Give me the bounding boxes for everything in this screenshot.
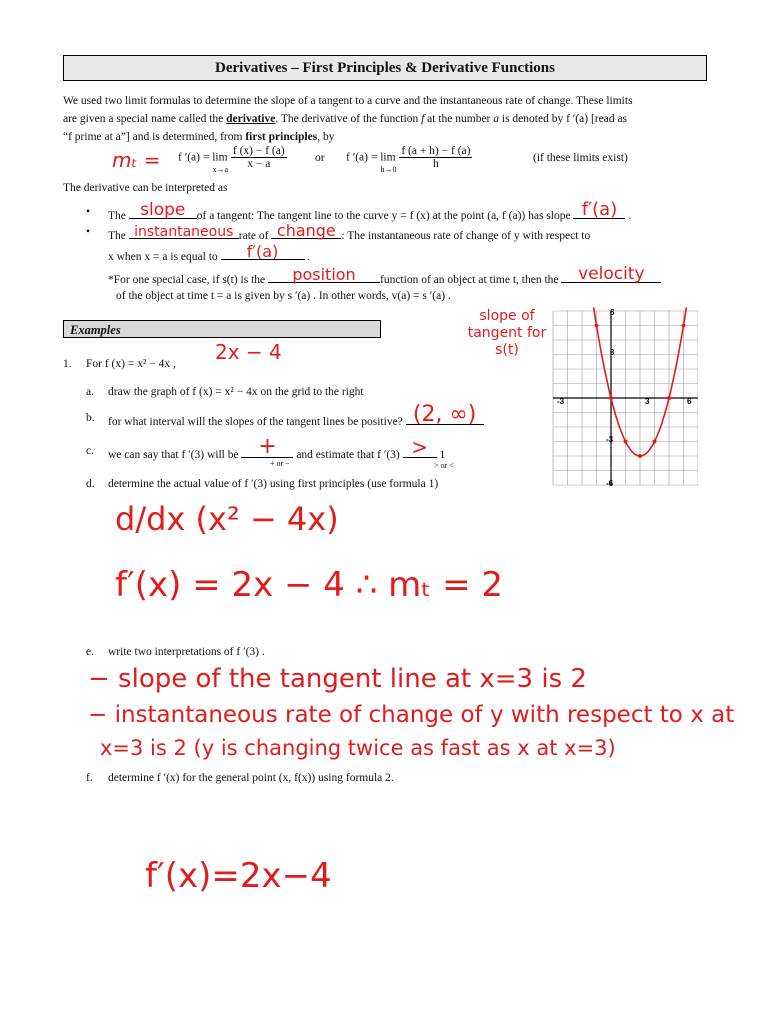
plotted-point xyxy=(653,440,657,444)
part-d: determine the actual value of f ′(3) using first principles (use formula 1) xyxy=(108,478,439,490)
intro-text: is denoted by f ′(a) [read as xyxy=(499,113,628,125)
hw-answer-derivative: 2x − 4 xyxy=(215,340,282,364)
intro-text: a xyxy=(493,113,500,125)
hw-position: position xyxy=(292,265,356,284)
bullet-2-cont: x when x = a is equal to f′(a) . xyxy=(108,242,311,263)
blank-sign xyxy=(241,434,293,459)
plotted-point xyxy=(682,324,686,328)
hint-gt-lt: > or < xyxy=(434,461,454,470)
formula-note: (if these limits exist) xyxy=(533,152,628,164)
tick-y-minus-3: -3 xyxy=(606,435,614,444)
blank-change xyxy=(271,221,341,240)
part-e: write two interpretations of f ′(3) . xyxy=(108,646,265,658)
hw-f-answer: f′(x)=2x−4 xyxy=(145,856,332,896)
hw-note-line: s(t) xyxy=(495,342,519,358)
formula-1 xyxy=(178,140,287,175)
bullet-text: The xyxy=(108,230,126,242)
tick-x-minus-3: -3 xyxy=(557,397,565,406)
intro-text: , by xyxy=(317,131,335,143)
bullet-dot: • xyxy=(86,226,91,238)
part-c-text: we can say that f ′(3) will be xyxy=(108,449,239,461)
derivative-term: derivative xyxy=(226,113,276,125)
bullet-1: The slope of a tangent: The tangent line to the curve y = f (x) at the point (a, f (a)) has slope f′(a) . xyxy=(108,199,632,222)
page-title: Derivatives – First Principles & Derivative Functions xyxy=(63,55,707,81)
fraction-den: x − a xyxy=(247,158,271,170)
intro-text: f xyxy=(421,113,425,125)
plotted-point xyxy=(595,324,599,328)
formula-or: or xyxy=(315,152,325,164)
hw-change: change xyxy=(276,221,336,240)
bullet-text: : The instantaneous rate of change of y with respect to xyxy=(341,230,591,242)
hw-interval: (2, ∞) xyxy=(412,402,477,427)
hw-fprime-a: f′(a) xyxy=(581,199,618,220)
fraction-num: f (x) − f (a) xyxy=(232,145,285,157)
intro-line-1: We used two limit formulas to determine the slope of a tangent to a curve and the instantaneous rate of change. These limits xyxy=(63,95,633,107)
hw-fprime-a-2: f′(a) xyxy=(246,242,279,261)
blank-fprime xyxy=(573,199,625,220)
hw-side-note xyxy=(462,308,552,359)
intro-paragraph xyxy=(63,92,708,146)
tick-y-3: 3 xyxy=(610,348,615,357)
hw-e-line-2: − instantaneous rate of change of y with respect to x at xyxy=(88,702,735,728)
first-principles-term: first principles xyxy=(245,131,318,143)
intro-text: at the number xyxy=(424,113,494,125)
hw-mt: mₜ = xyxy=(112,148,161,172)
tick-x-3: 3 xyxy=(645,397,650,406)
limit-sub: x→a xyxy=(212,165,228,174)
label-a: a. xyxy=(86,386,94,398)
hw-note-line: slope of xyxy=(479,308,535,324)
tick-y-6: 6 xyxy=(610,308,615,317)
hw-e-line-3: x=3 is 2 (y is changing twice as fast as x at x=3) xyxy=(100,736,616,760)
plotted-point xyxy=(667,396,671,400)
intro-text: “f prime at a”] and is determined, from xyxy=(63,131,246,143)
hw-velocity: velocity xyxy=(578,264,645,284)
limit-sub: h→0 xyxy=(380,165,397,174)
formula-2 xyxy=(346,140,472,175)
blank-fprime-2 xyxy=(221,242,305,261)
fraction-1 xyxy=(231,145,287,170)
part-c-text: 1 xyxy=(439,449,446,461)
fraction-num: f (a + h) − f (a) xyxy=(401,145,471,157)
special-case-cont: of the object at time t = a is given by s ′(a) . In other words, v(a) = s ′(a) . xyxy=(116,290,451,302)
tick-x-6: 6 xyxy=(687,397,692,406)
hw-slope: slope xyxy=(140,200,186,220)
bullet-dot: • xyxy=(86,206,91,218)
hw-plus: + xyxy=(258,434,277,459)
fraction-den: h xyxy=(433,158,439,170)
bullet-2 xyxy=(108,221,591,242)
tick-y-minus-6: -6 xyxy=(606,479,614,488)
label-e: e. xyxy=(86,646,94,658)
hw-d-line-2: f′(x) = 2x − 4 ∴ mₜ = 2 xyxy=(115,565,504,605)
plotted-point xyxy=(624,440,628,444)
hw-e-line-1: − slope of the tangent line at x=3 is 2 xyxy=(88,664,587,694)
hw-gt: > xyxy=(411,435,428,459)
bullet-text: *For one special case, if s(t) is the xyxy=(108,274,266,286)
intro-line-2 xyxy=(63,110,708,128)
hint-plus-minus: + or − xyxy=(270,459,290,468)
plotted-point xyxy=(609,396,613,400)
interp-intro: The derivative can be interpreted as xyxy=(63,182,228,194)
intro-text: . The derivative of the function xyxy=(275,113,422,125)
label-b: b. xyxy=(86,412,95,424)
hw-note-line: tangent for xyxy=(467,325,547,341)
question-1: For f (x) = x² − 4x , xyxy=(86,358,176,370)
blank-position xyxy=(268,265,380,284)
hw-d-line-1: d/dx (x² − 4x) xyxy=(115,500,339,538)
examples-heading: Examples xyxy=(63,320,381,338)
graph-grid xyxy=(548,306,698,488)
bullet-text: The xyxy=(108,210,126,222)
part-f: determine f ′(x) for the general point (x, f(x)) using formula 2. xyxy=(108,772,394,784)
special-case xyxy=(108,264,661,286)
blank-slope xyxy=(129,200,197,220)
part-b xyxy=(108,402,484,428)
blank-compare xyxy=(403,435,437,459)
bullet-text: function of an object at time t, then the xyxy=(380,274,559,286)
part-a: draw the graph of f (x) = x² − 4x on the grid to the right xyxy=(108,386,364,398)
blank-velocity xyxy=(561,264,661,284)
fraction-2 xyxy=(399,145,472,170)
bullet-text: of a tangent: The tangent line to the curve y = f (x) at the point (a, f (a)) has slope xyxy=(196,210,571,222)
label-c: c. xyxy=(86,445,94,457)
label-d: d. xyxy=(86,478,95,490)
formula-lhs: f ′(a) = lim xyxy=(178,151,228,164)
intro-text: are given a special name called the xyxy=(63,113,227,125)
bullet-text: rate of xyxy=(238,230,269,242)
label-f: f. xyxy=(86,772,93,784)
blank-interval xyxy=(406,402,484,427)
part-b-text: for what interval will the slopes of the tangent lines be positive? xyxy=(108,416,403,428)
bullet-text: x when x = a is equal to xyxy=(108,251,218,263)
hw-instantaneous: instantaneous xyxy=(134,224,234,240)
plotted-point xyxy=(638,454,642,458)
formula-lhs: f ′(a) = lim xyxy=(346,151,396,164)
part-c-text: and estimate that f ′(3) xyxy=(296,449,400,461)
blank-instantaneous xyxy=(129,226,239,239)
question-number: 1. xyxy=(63,358,72,370)
